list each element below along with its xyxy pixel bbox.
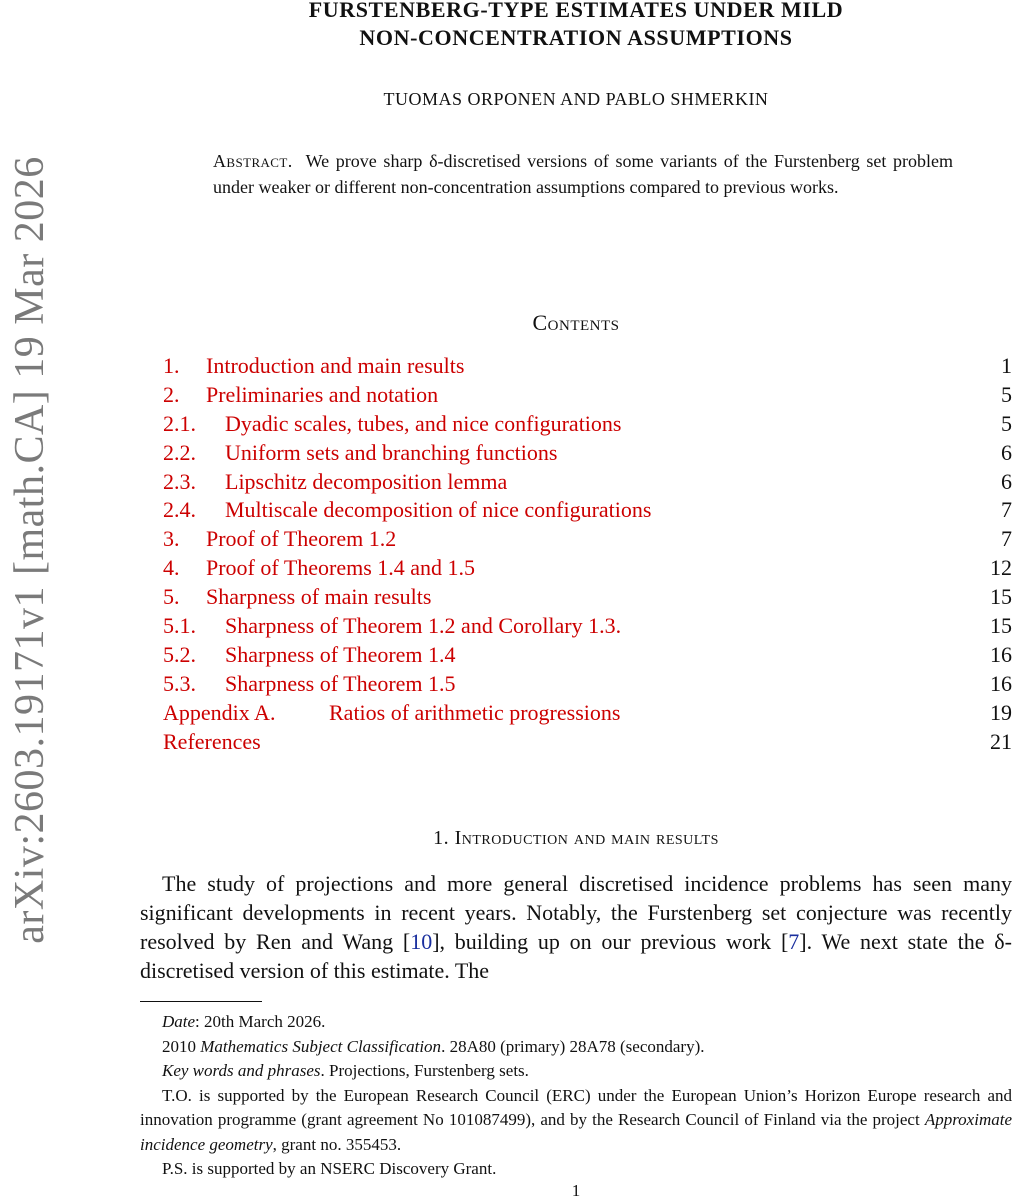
toc-entry-title[interactable]: Sharpness of Theorem 1.2 and Corollary 1.3. <box>225 613 622 639</box>
toc-entry-number[interactable]: 2. <box>163 381 180 407</box>
footnote-funding-to: T.O. is supported by the European Research Council (ERC) under the European Union’s Horizon Europe research and innovation programme (grant agreement No 101087499), and by the Research Council of Finland via the project Approximate incidence geometry, grant no. 355453. <box>140 1085 1012 1154</box>
toc-entry-title[interactable]: References <box>163 728 261 754</box>
footnote-keywords: Key words and phrases. Projections, Furstenberg sets. <box>162 1061 529 1080</box>
citation-link[interactable]: 10 <box>410 928 433 954</box>
toc-entry-page: 7 <box>1001 497 1012 523</box>
toc-entry[interactable] <box>163 728 1012 757</box>
toc-entry[interactable] <box>163 583 1012 612</box>
toc-entry-number[interactable]: 2.4. <box>163 497 196 523</box>
toc-entry-title[interactable]: Sharpness of main results <box>206 584 432 610</box>
toc-entry[interactable] <box>163 381 1012 410</box>
toc-entry-page: 19 <box>990 699 1012 725</box>
toc-entry-number[interactable]: 2.2. <box>163 439 196 465</box>
toc-entry-number[interactable]: 3. <box>163 526 180 552</box>
footnote-funding-ps: P.S. is supported by an NSERC Discovery Grant. <box>162 1159 497 1178</box>
toc-entry[interactable] <box>163 554 1012 583</box>
contents-heading: Contents <box>532 310 620 335</box>
toc-entry-number[interactable]: 5.1. <box>163 613 196 639</box>
toc-entry[interactable] <box>163 496 1012 525</box>
intro-paragraph: The study of projections and more general discretised incidence problems has seen many significant developments in recent years. Notably, the Furstenberg set conjecture was recently resolved by Ren and Wang [10], building up on our previous work [7]. We next state the δ-discretised version of this estimate. The <box>140 871 1012 983</box>
toc-entry-number[interactable]: 5.2. <box>163 641 196 667</box>
toc-entry-page: 15 <box>990 584 1012 610</box>
toc-entry-page: 5 <box>1001 410 1012 436</box>
title-line-2: NON-CONCENTRATION ASSUMPTIONS <box>359 25 793 50</box>
title-line-1: FURSTENBERG-TYPE ESTIMATES UNDER MILD <box>308 0 844 22</box>
toc-entry[interactable] <box>163 670 1012 699</box>
toc-entry-title[interactable]: Uniform sets and branching functions <box>225 439 558 465</box>
toc-entry-title[interactable]: Ratios of arithmetic progressions <box>329 699 621 725</box>
toc-entry-page: 16 <box>990 641 1012 667</box>
arxiv-identifier-stamp: arXiv:2603.19171v1 [math.CA] 19 Mar 2026 <box>7 156 53 944</box>
toc-entry-page: 6 <box>1001 439 1012 465</box>
footnote-msc: 2010 Mathematics Subject Classification. 28A80 (primary) 28A78 (secondary). <box>162 1036 705 1056</box>
toc-entry-title[interactable]: Sharpness of Theorem 1.5 <box>225 670 456 696</box>
toc-entry-title[interactable]: Proof of Theorem 1.2 <box>206 526 397 552</box>
toc-entry-page: 7 <box>1001 526 1012 552</box>
toc-entry-title[interactable]: Multiscale decomposition of nice configurations <box>225 497 652 523</box>
authors: TUOMAS ORPONEN AND PABLO SHMERKIN <box>383 89 769 109</box>
toc-entry-number[interactable]: 1. <box>163 353 180 378</box>
abstract-label: Abstract. <box>213 151 293 171</box>
toc-entry[interactable] <box>163 641 1012 670</box>
toc-entry-page: 12 <box>990 555 1012 581</box>
toc-entry[interactable] <box>163 410 1012 439</box>
toc-entry-number[interactable]: 2.1. <box>163 410 196 436</box>
toc-entry-title[interactable]: Preliminaries and notation <box>206 381 439 407</box>
footnote-date: Date: 20th March 2026. <box>162 1012 326 1031</box>
toc-entry-page: 15 <box>990 613 1012 639</box>
toc-entry-number[interactable]: 4. <box>163 555 180 581</box>
toc-entry-page: 6 <box>1001 468 1012 494</box>
toc-entry-title[interactable]: Sharpness of Theorem 1.4 <box>225 641 456 667</box>
footnote-rule <box>140 1001 262 1002</box>
abstract-text: We prove sharp δ-discretised versions of some variants of the Furstenberg set problem under weaker or different non-concentration assumptions compared to previous works. <box>213 151 953 197</box>
toc-entry-number[interactable]: Appendix A. <box>163 699 276 725</box>
footnotes <box>140 1010 1012 1182</box>
abstract <box>213 148 953 200</box>
toc-entry[interactable] <box>163 352 1012 381</box>
page-number: 1 <box>571 1181 581 1200</box>
toc-entry-title[interactable]: Lipschitz decomposition lemma <box>225 468 508 494</box>
paper-title <box>140 0 1012 52</box>
toc-entry[interactable] <box>163 468 1012 497</box>
toc-entry[interactable] <box>163 699 1012 728</box>
toc-entry-number[interactable]: 5.3. <box>163 670 196 696</box>
toc-entry[interactable] <box>163 525 1012 554</box>
toc-entry-title[interactable]: Proof of Theorems 1.4 and 1.5 <box>206 555 476 581</box>
toc-entry-page: 16 <box>990 670 1012 696</box>
table-of-contents <box>163 352 1012 756</box>
toc-entry-title[interactable]: Dyadic scales, tubes, and nice configurations <box>225 410 622 436</box>
toc-entry-number[interactable]: 2.3. <box>163 468 196 494</box>
toc-entry-page: 5 <box>1001 381 1012 407</box>
toc-entry[interactable] <box>163 612 1012 641</box>
toc-entry-page: 21 <box>990 728 1012 754</box>
toc-entry-page: 1 <box>1001 353 1012 378</box>
citation-link[interactable]: 7 <box>788 928 800 954</box>
toc-entry-title[interactable]: Introduction and main results <box>206 353 465 378</box>
toc-entry-number[interactable]: 5. <box>163 584 180 610</box>
section-heading-introduction: 1. Introduction and main results <box>433 827 719 849</box>
toc-entry[interactable] <box>163 439 1012 468</box>
